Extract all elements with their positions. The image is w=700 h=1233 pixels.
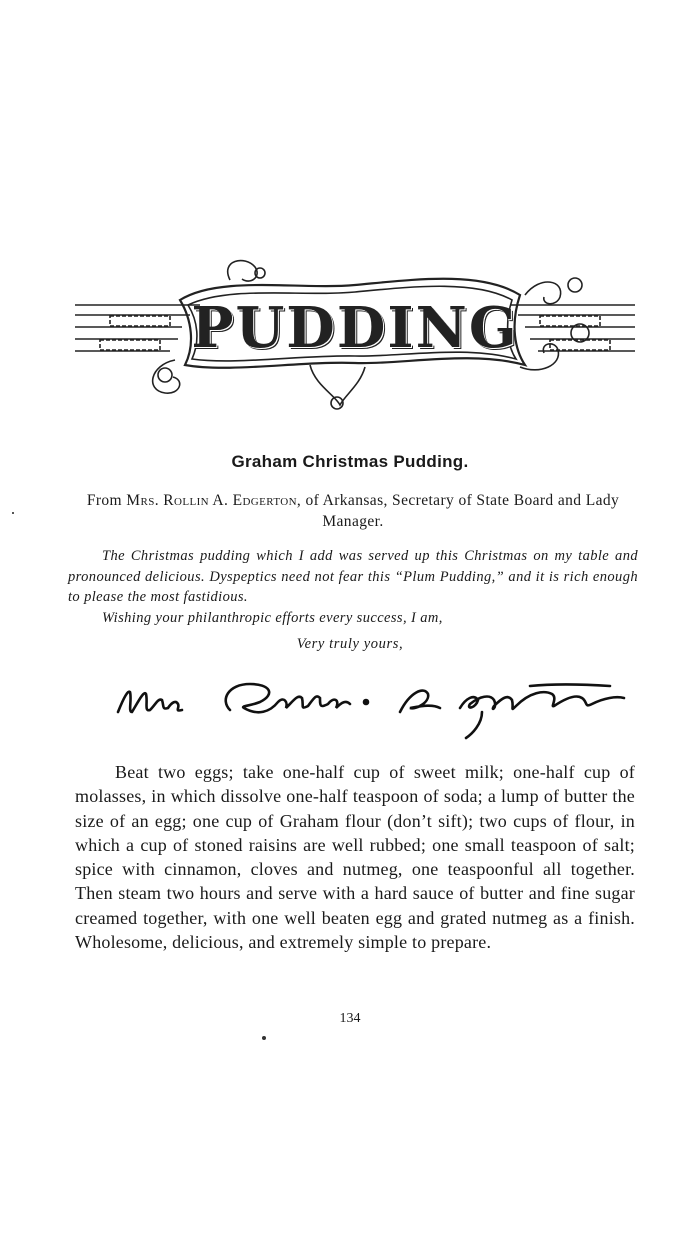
from-prefix: From bbox=[86, 492, 127, 509]
contributor-letter bbox=[68, 546, 638, 628]
print-speck-dot bbox=[262, 1036, 266, 1040]
recipe-instructions bbox=[75, 760, 635, 954]
contributor-details: of Arkansas, Secretary of State Board and Lady Manager. bbox=[301, 492, 620, 530]
pudding-banner bbox=[70, 255, 640, 415]
page-number: 134 bbox=[339, 1011, 361, 1026]
signature-icon bbox=[110, 672, 630, 742]
contributor-name: Mrs. Rollin A. Edgerton, bbox=[126, 492, 302, 509]
recipe-source bbox=[68, 490, 638, 532]
letter-wishes: Wishing your philanthropic efforts every success, I am, bbox=[102, 609, 443, 626]
banner-title: PUDDING bbox=[191, 295, 519, 361]
handwritten-signature bbox=[110, 672, 630, 742]
letter-paragraph: The Christmas pudding which I add was served up this Christmas on my table and pronounced delicious. Dyspeptics need not fear this “Plum Pudding,” and it is rich enough to please the most fastidious. bbox=[68, 548, 638, 605]
instructions-paragraph: Beat two eggs; take one-half cup of sweet milk; one-half cup of molasses, in which dissolve one-half teaspoon of soda; a lump of butter the size of an egg; one cup of Graham flour (don’t sift); two cups of flour, in which a cup of stoned raisins are well rubbed; one small teaspoon of salt; spice with cinnamon, cloves and nutmeg, one teaspoonful all together. Then steam two hours and serve with a hard sauce of butter and fine sugar creamed together, with one well beaten egg and grated nutmeg as a finish. Wholesome, delicious, and extremely simple to prepare. bbox=[75, 762, 635, 953]
print-speck-margin bbox=[12, 512, 14, 514]
recipe-title: Graham Christmas Pudding. bbox=[231, 452, 469, 471]
letter-closing: Very truly yours, bbox=[296, 636, 404, 652]
